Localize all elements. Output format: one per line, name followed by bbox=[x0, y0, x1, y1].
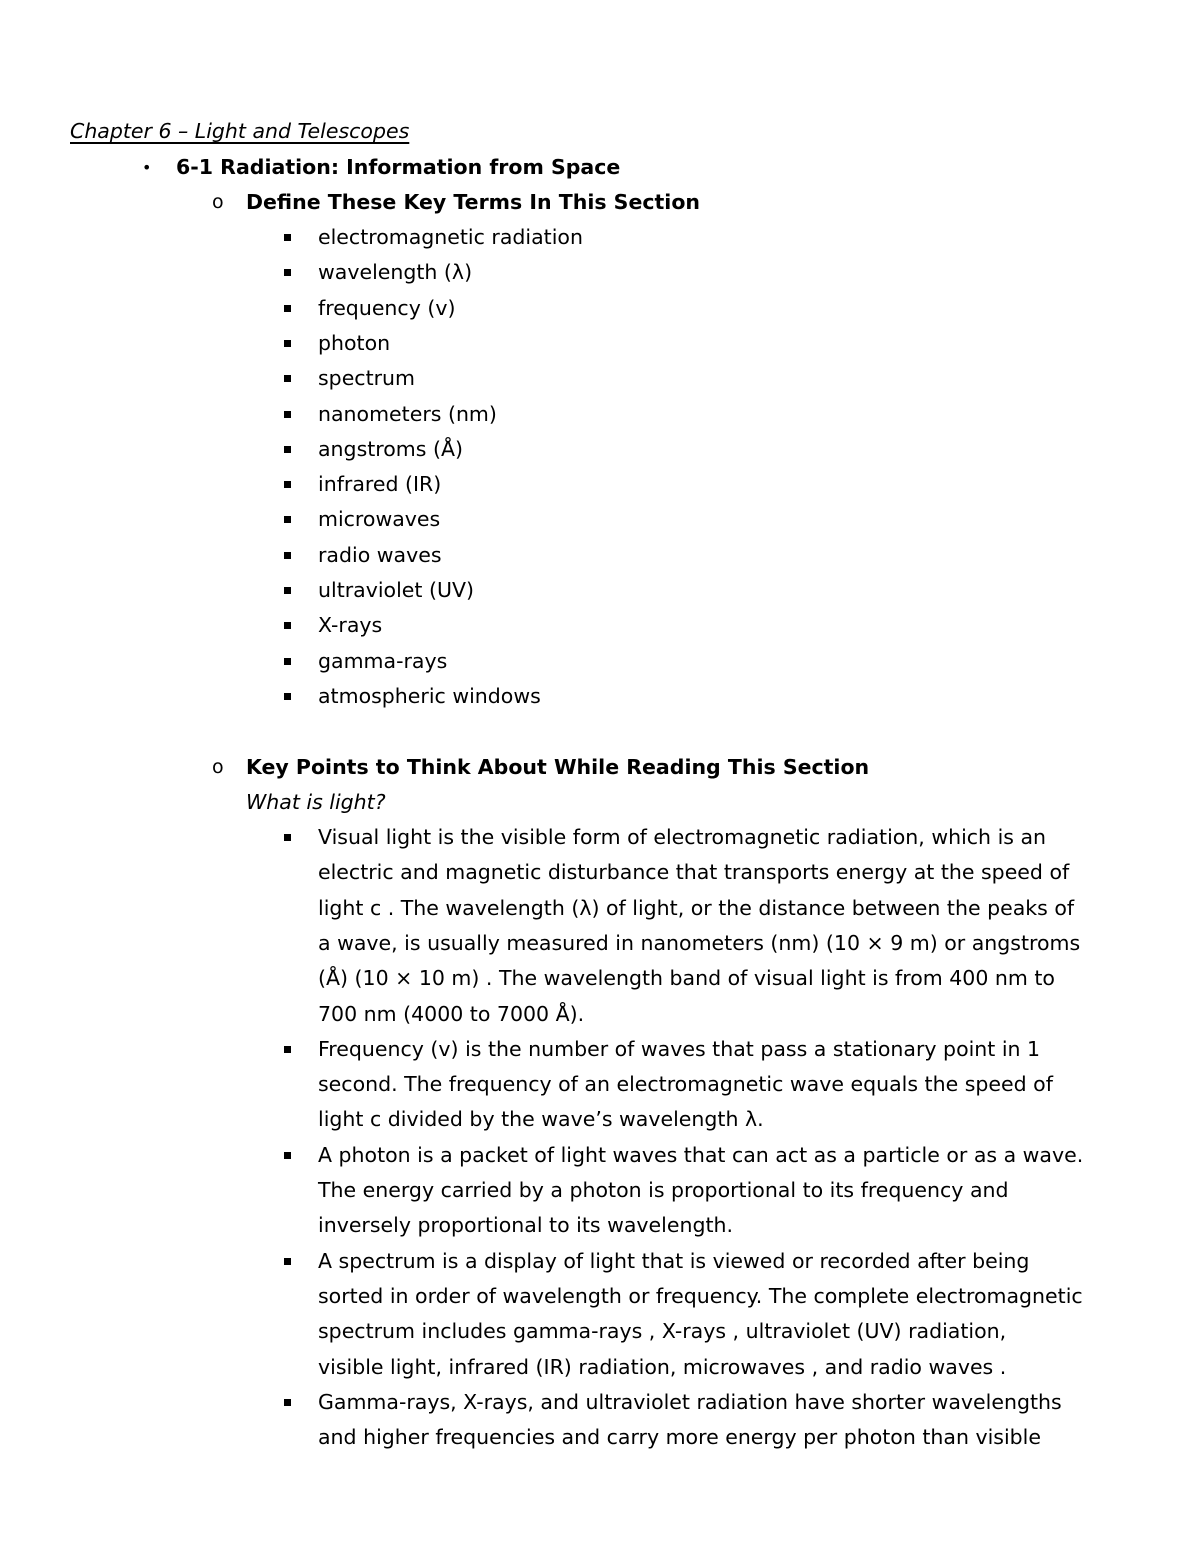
point-line: Visual light is the visible form of electromagnetic radiation, which is an bbox=[318, 825, 1047, 849]
point-line: light c divided by the wave’s wavelength λ. bbox=[318, 1107, 764, 1132]
chapter-title: Chapter 6 – Light and Telescopes bbox=[70, 119, 410, 143]
point-bullet bbox=[284, 834, 291, 841]
term-bullet bbox=[284, 446, 291, 453]
term-bullet bbox=[284, 305, 291, 312]
point-bullet bbox=[284, 1258, 291, 1265]
point-line: electric and magnetic disturbance that transports energy at the speed of bbox=[318, 860, 1070, 885]
term-item: angstroms (Å) bbox=[318, 436, 463, 461]
point-line: (Å) (10 × 10 m) . The wavelength band of visual light is from 400 nm to bbox=[318, 966, 1055, 991]
term-bullet bbox=[284, 411, 291, 418]
term-item: spectrum bbox=[318, 366, 416, 391]
section-bullet: • bbox=[142, 158, 152, 177]
point-bullet bbox=[284, 1399, 291, 1406]
section-heading: 6-1 Radiation: Information from Space bbox=[176, 155, 621, 179]
term-bullet bbox=[284, 269, 291, 276]
point-line: Gamma-rays, X-rays, and ultraviolet radiation have shorter wavelengths bbox=[318, 1389, 1062, 1414]
term-bullet bbox=[284, 693, 291, 700]
point-bullet bbox=[284, 1152, 291, 1159]
term-item: X-rays bbox=[318, 613, 383, 638]
term-item: gamma-rays bbox=[318, 648, 448, 673]
term-item: frequency (v) bbox=[318, 295, 456, 320]
point-line: a wave, is usually measured in nanometers (nm) (10 × 9 m) or angstroms bbox=[318, 930, 1081, 955]
point-line: spectrum includes gamma-rays , X-rays , ultraviolet (UV) radiation, bbox=[318, 1319, 1007, 1344]
key-points-subheading: What is light? bbox=[246, 790, 386, 814]
term-item: microwaves bbox=[318, 507, 441, 532]
key-terms-bullet: o bbox=[212, 191, 224, 213]
point-line: The energy carried by a photon is proportional to its frequency and bbox=[318, 1178, 1009, 1202]
point-line: A spectrum is a display of light that is viewed or recorded after being bbox=[318, 1248, 1030, 1273]
term-item: photon bbox=[318, 330, 391, 355]
term-item: ultraviolet (UV) bbox=[318, 578, 474, 602]
term-bullet bbox=[284, 516, 291, 523]
term-item: electromagnetic radiation bbox=[318, 225, 583, 249]
point-line: 700 nm (4000 to 7000 Å). bbox=[318, 1001, 585, 1026]
point-line: A photon is a packet of light waves that can act as a particle or as a wave. bbox=[318, 1142, 1084, 1167]
point-line: second. The frequency of an electromagnetic wave equals the speed of bbox=[318, 1072, 1053, 1097]
term-bullet bbox=[284, 587, 291, 594]
point-line: visible light, infrared (IR) radiation, microwaves , and radio waves . bbox=[318, 1354, 1007, 1379]
key-points-bullet: o bbox=[212, 756, 224, 778]
term-bullet bbox=[284, 234, 291, 241]
point-line: inversely proportional to its wavelength. bbox=[318, 1213, 734, 1238]
point-line: sorted in order of wavelength or frequency. The complete electromagnetic bbox=[318, 1283, 1083, 1308]
point-line: Frequency (v) is the number of waves that pass a stationary point in 1 bbox=[318, 1036, 1041, 1061]
term-bullet bbox=[284, 622, 291, 629]
term-bullet bbox=[284, 658, 291, 665]
point-bullet bbox=[284, 1046, 291, 1053]
term-bullet bbox=[284, 340, 291, 347]
key-points-heading: Key Points to Think About While Reading This Section bbox=[246, 755, 870, 779]
term-bullet bbox=[284, 481, 291, 488]
term-bullet bbox=[284, 375, 291, 382]
term-bullet bbox=[284, 552, 291, 559]
term-item: infrared (IR) bbox=[318, 472, 442, 497]
term-item: nanometers (nm) bbox=[318, 401, 497, 426]
point-line: light c . The wavelength (λ) of light, or the distance between the peaks of bbox=[318, 895, 1075, 920]
term-item: wavelength (λ) bbox=[318, 260, 473, 285]
term-item: atmospheric windows bbox=[318, 683, 541, 708]
point-line: and higher frequencies and carry more energy per photon than visible bbox=[318, 1425, 1041, 1450]
key-terms-heading: Define These Key Terms In This Section bbox=[246, 190, 701, 214]
term-item: radio waves bbox=[318, 542, 442, 567]
